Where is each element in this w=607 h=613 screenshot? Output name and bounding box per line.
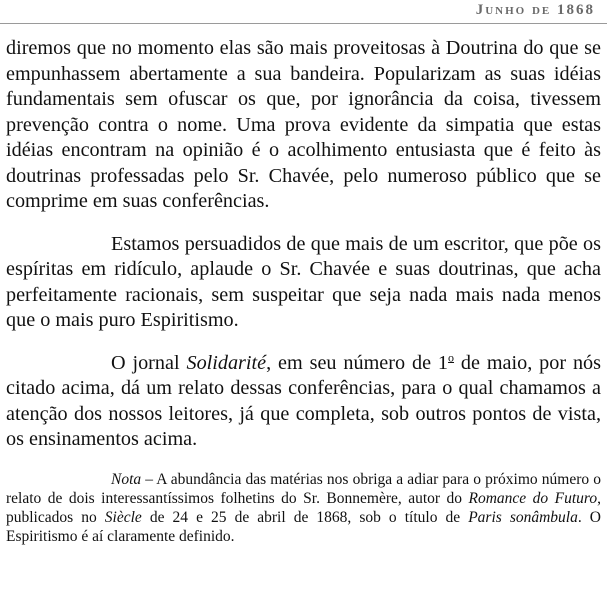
paragraph-3-text-a: O jornal [111,351,187,374]
note-label: Nota [111,470,142,488]
running-head: Junho de 1868 [475,2,595,18]
paragraph-1: diremos que no momento elas são mais proveitosas à Doutrina do que se empunhassem abertamente a sua bandeira. Popularizam as suas idéias fundamentais sem ofuscar os que, por ignorância da coisa, tivessem prevenção contra o nome. Uma prova evidente da simpatia que estas idéias encontram na opinião é o acolhimento entusiasta que é feito às doutrinas professadas pelo Sr. Chavée, pelo numeroso público que se comprime em suas conferências. [6,37,601,212]
paragraph-3 [6,351,601,453]
ordinal-indicator: o [448,349,455,364]
paragraph-3-text-b: , em seu número de 1 [266,351,449,374]
journal-name: Solidarité [186,351,267,374]
note-text-a: – A abundância das matérias nos obriga a adiar para o próximo número o relato de dois interessantíssimos folhetins do Sr. Bonnemère, autor do [6,470,601,507]
newspaper-name: Siècle [104,508,142,526]
note-block [6,470,601,546]
page-body [6,36,601,546]
note-text-d: . O Espiritismo é aí claramente definido. [6,508,601,545]
header-rule [0,23,607,24]
paragraph-3-text-c: de maio, por nós citado acima, dá um relato dessas conferências, para o qual chamamos a atenção dos nossos leitores, já que completa, sob outros pontos de vista, os ensinamentos acima. [6,351,602,450]
note-text-b: , publicados no [6,489,601,526]
paragraph-2: Estamos persuadidos de que mais de um escritor, que põe os espíritas em ridículo, aplaude o Sr. Chavée e suas doutrinas, que acha perfeitamente racionais, sem suspeitar que seja nada mais nada menos que o mais puro Espiritismo. [6,232,601,331]
book-title: Romance do Futuro [468,489,598,507]
note-text-c: de 24 e 25 de abril de 1868, sob o título de [141,508,469,526]
serial-title: Paris sonâmbula [468,508,578,526]
